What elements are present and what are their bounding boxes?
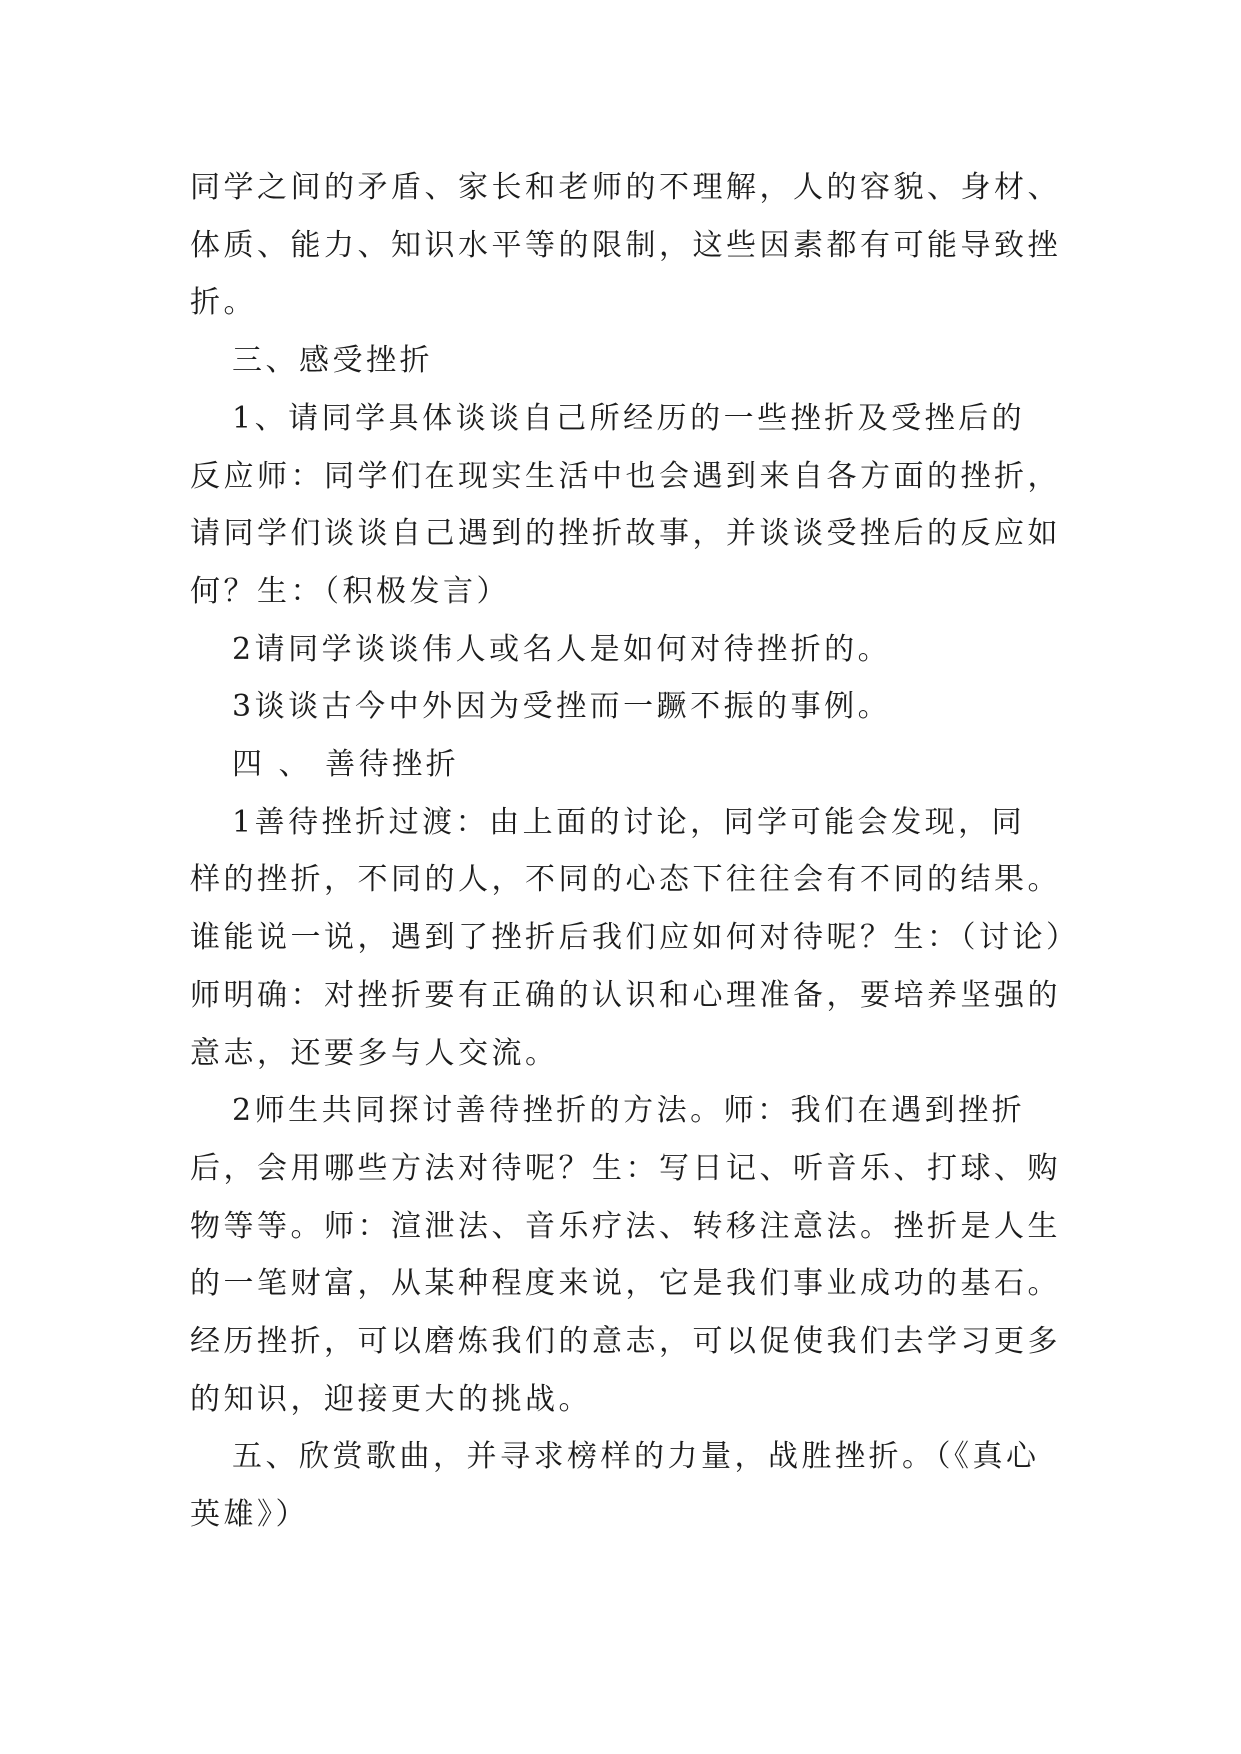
text-line: 反应师：同学们在现实生活中也会遇到来自各方面的挫折， — [190, 458, 1061, 494]
section-heading-3 — [190, 332, 1110, 390]
text-line: 2师生共同探讨善待挫折的方法。师：我们在遇到挫折 — [232, 1093, 1026, 1129]
text-line: 1、请同学具体谈谈自己所经历的一些挫折及受挫后的 — [232, 400, 1026, 436]
text-line: 1善待挫折过渡：由上面的讨论，同学可能会发现，同 — [232, 804, 1026, 840]
text-line: 请同学们谈谈自己遇到的挫折故事，并谈谈受挫后的反应如 — [190, 516, 1061, 552]
text-line: 师明确：对挫折要有正确的认识和心理准备，要培养坚强的 — [190, 977, 1061, 1013]
paragraph-4-2 — [190, 1082, 1110, 1428]
text-line: 3谈谈古今中外因为受挫而一蹶不振的事例。 — [232, 689, 892, 725]
text-line: 后，会用哪些方法对待呢？生：写日记、听音乐、打球、购 — [190, 1150, 1061, 1186]
text-line: 体质、能力、知识水平等的限制，这些因素都有可能导致挫 — [190, 227, 1061, 263]
text-line: 意志，还要多与人交流。 — [190, 1035, 559, 1071]
text-line: 经历挫折，可以磨炼我们的意志，可以促使我们去学习更多 — [190, 1324, 1061, 1360]
text-line: 五、欣赏歌曲，并寻求榜样的力量，战胜挫折。（《真心 — [232, 1439, 1040, 1475]
text-line: 2请同学谈谈伟人或名人是如何对待挫折的。 — [232, 631, 892, 667]
text-line: 折。 — [190, 285, 257, 321]
text-line: 的一笔财富，从某种程度来说，它是我们事业成功的基石。 — [190, 1266, 1061, 1302]
text-line: 同学之间的矛盾、家长和老师的不理解，人的容貌、身材、 — [190, 170, 1061, 205]
text-line: 谁能说一说，遇到了挫折后我们应如何对待呢？生：（讨论） — [190, 920, 1080, 956]
section-heading-4 — [190, 736, 1110, 794]
text-line: 样的挫折，不同的人，不同的心态下往往会有不同的结果。 — [190, 862, 1061, 898]
section-heading-text: 四 、 善待挫折 — [232, 747, 460, 783]
text-line: 英雄》） — [190, 1497, 309, 1533]
paragraph-4-1 — [190, 794, 1110, 1083]
paragraph-3-1 — [190, 390, 1110, 621]
section-heading-5 — [190, 1428, 1110, 1543]
text-line: 何？生：（积极发言） — [190, 573, 510, 609]
section-heading-text: 三、感受挫折 — [232, 343, 433, 379]
document-body — [190, 159, 1110, 1544]
paragraph-3-2 — [190, 621, 1110, 679]
paragraph-3-3 — [190, 678, 1110, 736]
text-line: 物等等。师：渲泄法、音乐疗法、转移注意法。挫折是人生 — [190, 1208, 1061, 1244]
text-line: 的知识，迎接更大的挑战。 — [190, 1381, 592, 1417]
paragraph-causes-continued — [190, 159, 1110, 332]
